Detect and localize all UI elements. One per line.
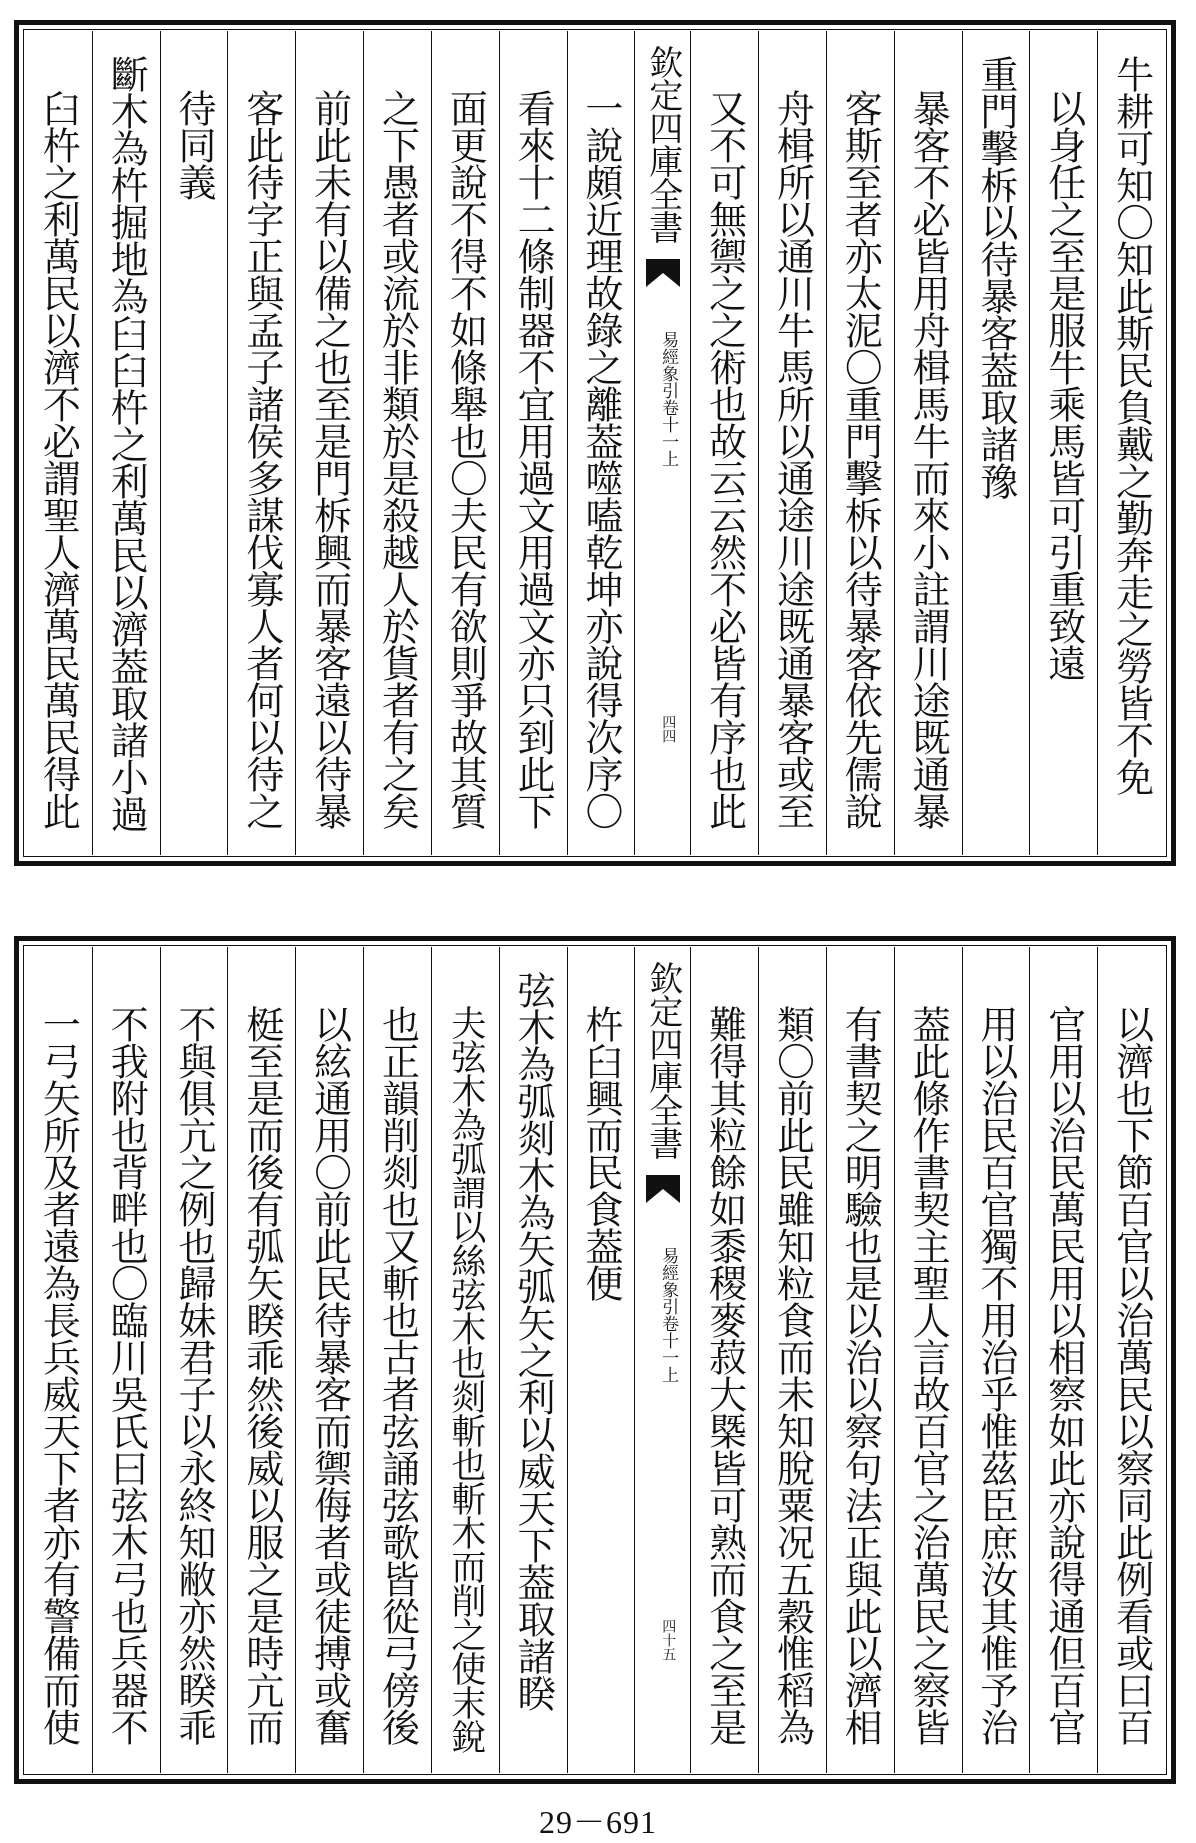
column-text: 弦木為弧剡木為矢弧矢之利以威天下葢取諸睽: [511, 971, 556, 1711]
center-book-title: 欽定四庫全書: [642, 961, 683, 1159]
fishtail-mark-icon: [644, 1173, 682, 1207]
center-source-label: [658, 331, 679, 467]
text-column: [295, 31, 363, 855]
column-text: 重門擊柝以待暴客葢取諸豫: [973, 55, 1018, 499]
column-text: 一說頗近理故錄之離葢噬嗑乾坤亦說得次序〇: [578, 89, 623, 829]
bottom-page-columns: [25, 947, 1165, 1773]
column-text: 官用以治民萬民用以相察如此亦說得通但百官: [1041, 1005, 1086, 1745]
column-text: 舟楫所以通川牛馬所以通途川途既通暴客或至: [770, 89, 815, 829]
column-text: 客斯至者亦太泥〇重門擊柝以待暴客依先儒說: [838, 89, 883, 829]
fishtail-mark-icon: [644, 257, 682, 291]
center-volume: 卷十一上: [658, 399, 679, 467]
column-text: 用以治民百官獨不用治乎惟茲臣庶汝其惟予治: [973, 1005, 1018, 1745]
center-page-number: 四四: [660, 715, 677, 743]
text-column: [962, 31, 1030, 855]
column-text: 夫弦木為弧謂以絲弦木也剡斬也斬木而削之使末銳: [445, 1005, 486, 1753]
text-column: [227, 947, 295, 1773]
column-text: 有書契之明驗也是以治以察句法正與此以濟相: [838, 1005, 883, 1745]
center-source-label: [658, 1247, 679, 1383]
column-text: 不我附也背畔也〇臨川吳氏曰弦木弓也兵器不: [104, 1005, 149, 1745]
text-column: [25, 947, 92, 1773]
text-column: [431, 31, 499, 855]
text-column: [295, 947, 363, 1773]
column-text: 待同義: [172, 89, 217, 200]
text-column: [160, 947, 228, 1773]
center-source-title: 易經象引: [658, 331, 679, 399]
text-column: [1097, 31, 1165, 855]
text-column: [227, 31, 295, 855]
column-text: 前此未有以備之也至是門柝興而暴客遠以待暴: [307, 89, 352, 829]
center-fold-column: [634, 947, 690, 1773]
top-page-columns: [25, 31, 1165, 855]
column-text: 以身任之至是服牛乘馬皆可引重致遠: [1041, 89, 1086, 681]
text-column: [826, 31, 894, 855]
text-column: [826, 947, 894, 1773]
text-column: [690, 947, 758, 1773]
column-text: 不與俱亢之例也歸妹君子以永終知敝亦然睽乖: [172, 1005, 217, 1745]
text-column: [499, 31, 567, 855]
column-text: 葢此條作書契主聖人言故百官之治萬民之察皆: [906, 1005, 951, 1745]
text-column: [160, 31, 228, 855]
text-column: [690, 31, 758, 855]
text-column: [499, 947, 567, 1773]
column-text: 也正韻削剡也又斬也古者弦誦弦歌皆從弓傍後: [375, 1005, 420, 1745]
column-text: 以濟也下節百官以治萬民以察同此例看或曰百: [1109, 1005, 1154, 1745]
text-column: [363, 947, 431, 1773]
page-reference: 29－691: [538, 1804, 657, 1840]
text-column: [1029, 947, 1097, 1773]
center-fold-column: [634, 31, 690, 855]
text-column: [962, 947, 1030, 1773]
column-text: 斷木為杵掘地為臼臼杵之利萬民以濟葢取諸小過: [104, 55, 149, 832]
column-text: 類〇前此民雖知粒食而未知脫粟况五穀惟稻為: [770, 1005, 815, 1745]
column-text: 杵臼興而民食葢便: [578, 1005, 623, 1301]
text-column: [92, 31, 160, 855]
column-text: 面更說不得不如條舉也〇夫民有欲則爭故其質: [443, 89, 488, 829]
text-column: [363, 31, 431, 855]
center-source-title: 易經象引: [658, 1247, 679, 1315]
center-book-title: 欽定四庫全書: [642, 45, 683, 243]
text-column: [894, 31, 962, 855]
column-text: 一弓矢所及者遠為長兵威天下者亦有警備而使: [36, 1005, 81, 1745]
text-column: [894, 947, 962, 1773]
text-column: [567, 31, 635, 855]
top-page-frame: [14, 20, 1176, 866]
center-page-number: 四十五: [660, 1619, 677, 1661]
column-text: 暴客不必皆用舟楫馬牛而來小註謂川途既通暴: [906, 89, 951, 829]
column-text: 又不可無禦之之術也故云云然不必皆有序也此: [702, 89, 747, 829]
column-text: 梃至是而後有弧矢睽乖然後威以服之是時亢而: [239, 1005, 284, 1745]
text-column: [567, 947, 635, 1773]
bottom-page-frame: [14, 936, 1176, 1784]
column-text: 客此待字正與孟子諸侯多謀伐寡人者何以待之: [239, 89, 284, 829]
text-column: [758, 31, 826, 855]
text-column: [758, 947, 826, 1773]
column-text: 難得其粒餘如黍稷麥菽大槩皆可熟而食之至是: [702, 1005, 747, 1745]
column-text: 以絃通用〇前此民待暴客而禦侮者或徒搏或奮: [307, 1005, 352, 1745]
text-column: [25, 31, 92, 855]
column-text: 臼杵之利萬民以濟不必謂聖人濟萬民萬民得此: [36, 89, 81, 829]
text-column: [1029, 31, 1097, 855]
text-column: [431, 947, 499, 1773]
column-text: 牛耕可知〇知此斯民負戴之勤奔走之勞皆不免: [1109, 55, 1154, 795]
column-text: 之下愚者或流於非類於是殺越人於貨者有之矣: [375, 89, 420, 829]
text-column: [1097, 947, 1165, 1773]
column-text: 看來十二條制器不宜用過文用過文亦只到此下: [511, 89, 556, 829]
center-volume: 卷十一上: [658, 1315, 679, 1383]
text-column: [92, 947, 160, 1773]
